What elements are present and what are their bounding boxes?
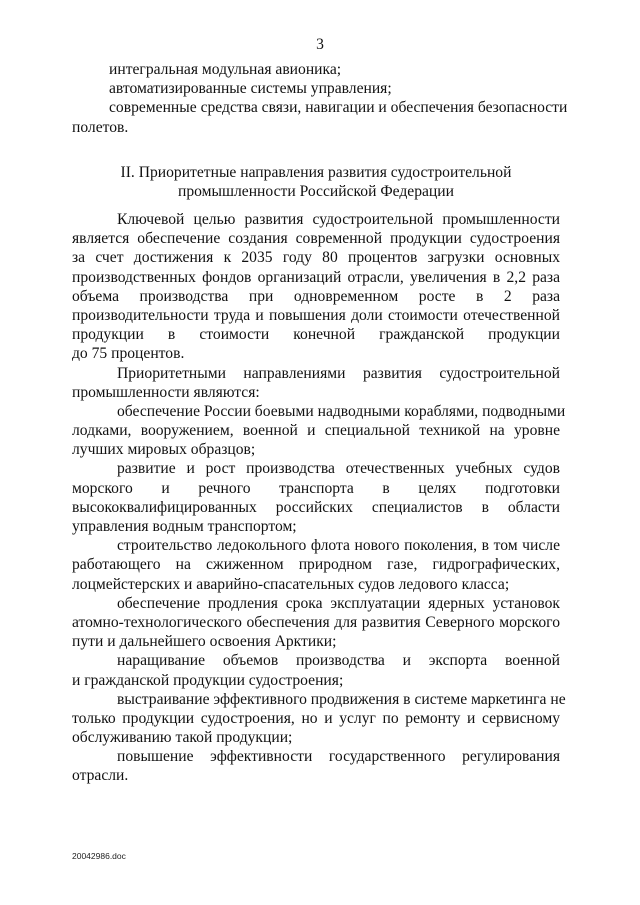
text-line: за счет достижения к 2035 году 80 процентов загрузки основных: [72, 249, 560, 267]
list-item-line: развитие и рост производства отечественных учебных судов: [117, 460, 560, 478]
text-line: Ключевой целью развития судостроительной промышленности: [117, 211, 560, 228]
section-title-line: промышленности Российской Федерации: [178, 183, 454, 201]
goal-paragraph: [72, 210, 566, 786]
list-item-line: работающего на сжиженном природном газе, гидрографических,: [72, 556, 560, 574]
footer-filename: 20042986.doc: [72, 851, 126, 861]
list-item-line: лучших мировых образцов;: [72, 441, 256, 459]
section-heading: [72, 163, 560, 201]
list-item-line: обслуживанию такой продукции;: [72, 729, 293, 747]
text-line: является обеспечение создания современной продукции судостроения: [72, 230, 560, 248]
text-line: объема производства при одновременном росте в 2 раза: [72, 287, 560, 305]
text-line: продукции в стоимости конечной гражданской продукции: [72, 326, 560, 344]
list-item-line: управления водным транспортом;: [72, 518, 297, 535]
text-line: автоматизированные системы управления;: [109, 80, 392, 98]
list-item-line: атомно-технологического обеспечения для развития Северного морского: [72, 613, 560, 631]
list-item-line: обеспечение продления срока эксплуатации ядерных установок: [117, 594, 560, 612]
text-line: полетов.: [72, 118, 129, 136]
section-title-line: II. Приоритетные направления развития судостроительной: [120, 164, 512, 181]
intro-block: [72, 60, 568, 137]
list-item-line: наращивание объемов производства и экспорта военной: [117, 652, 560, 670]
list-item-line: только продукции судостроения, но и услуг по ремонту и сервисному: [72, 709, 560, 727]
list-item-line: и гражданской продукции судостроения;: [72, 671, 344, 689]
list-item-line: обеспечение России боевыми надводными кораблями, подводными: [117, 402, 566, 420]
text-line: до 75 процентов.: [72, 345, 185, 363]
page-number: 3: [316, 36, 324, 53]
list-item-line: строительство ледокольного флота нового поколения, в том числе: [117, 537, 560, 555]
text-line: современные средства связи, навигации и обеспечения безопасности: [109, 99, 568, 117]
text-line: производительности труда и повышения доли стоимости отечественной: [72, 306, 560, 324]
text-line: Приоритетными направлениями развития судостроительной: [117, 364, 560, 382]
text-line: интегральная модульная авионика;: [109, 61, 342, 78]
text-line: промышленности являются:: [72, 383, 260, 401]
list-item-line: выстраивание эффективного продвижения в системе маркетинга не: [117, 690, 566, 708]
list-item-line: высококвалифицированных российских специалистов в области: [72, 498, 560, 516]
list-item-line: пути и дальнейшего освоения Арктики;: [72, 633, 337, 651]
list-item-line: повышение эффективности государственного регулирования: [117, 748, 560, 766]
list-item-line: лоцмейстерских и аварийно-спасательных судов ледового класса;: [72, 575, 510, 593]
text-line: производственных фондов организаций отрасли, увеличения в 2,2 раза: [72, 268, 560, 286]
list-item-line: лодками, вооружением, военной и специальной техникой на уровне: [72, 422, 560, 440]
list-item-line: отрасли.: [72, 767, 129, 785]
list-item-line: морского и речного транспорта в целях подготовки: [72, 479, 560, 497]
